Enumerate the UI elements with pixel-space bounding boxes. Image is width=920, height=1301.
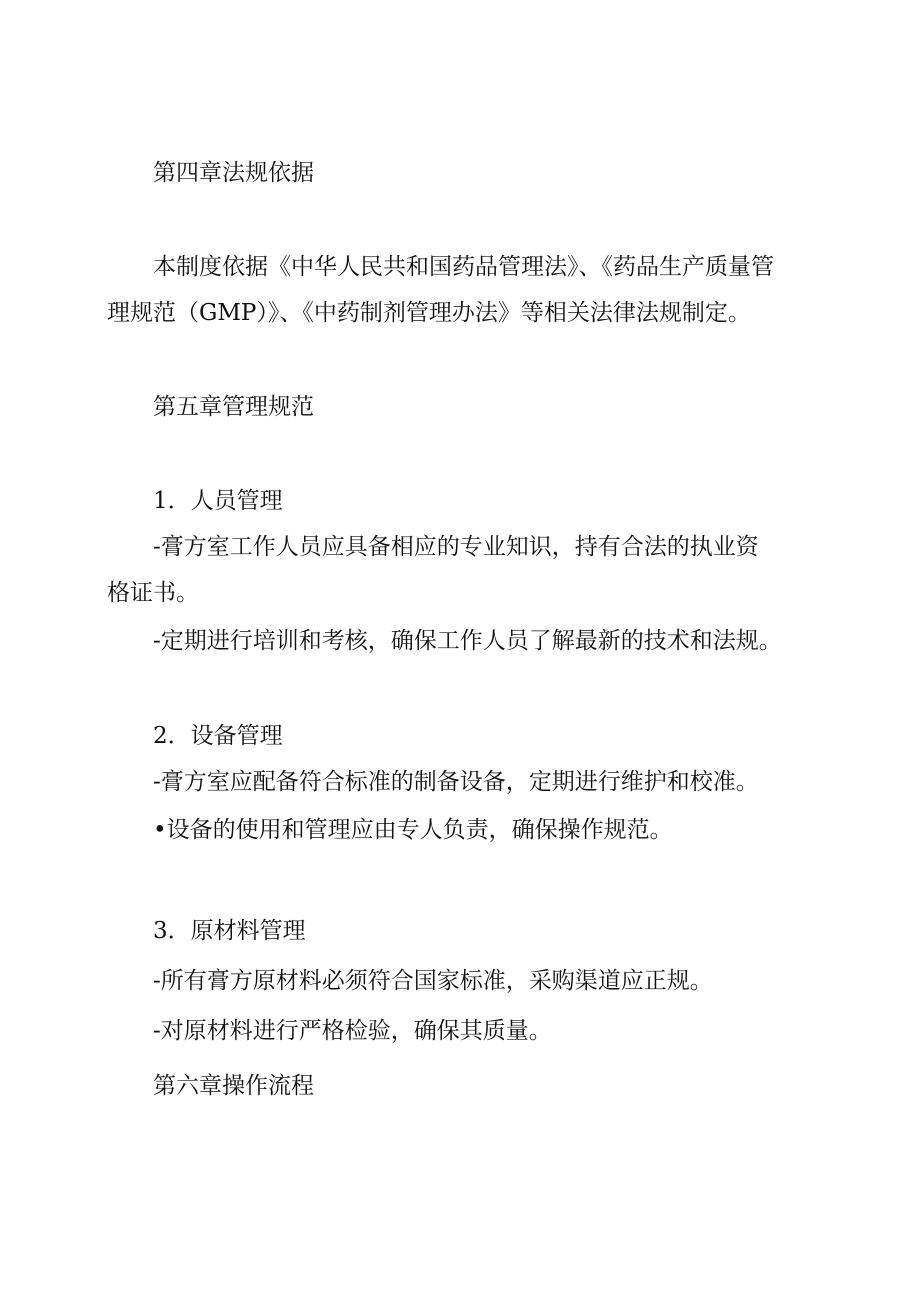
section-equipment-title: 2．设备管理 [153,723,283,749]
section-personnel-title: 1．人员管理 [153,488,283,514]
chapter-4-heading: 第四章法规依据 [153,160,314,186]
chapter-4-paragraph-line-2: 理规范（GMP）》、《中药制剂管理办法》等相关法律法规制定。 [107,300,751,326]
section-personnel-item-1: -膏方室工作人员应具备相应的专业知识，持有合法的执业资 [153,534,759,560]
section-materials-item-2: -对原材料进行严格检验，确保其质量。 [153,1018,552,1044]
section-materials-item-1: -所有膏方原材料必须符合国家标准，采购渠道应正规。 [153,968,713,994]
chapter-5-heading: 第五章管理规范 [153,394,314,420]
chapter-4-paragraph-line-1: 本制度依据《中华人民共和国药品管理法》、《药品生产质量管 [153,254,774,280]
chapter-6-heading: 第六章操作流程 [153,1073,314,1099]
section-personnel-item-2: -定期进行培训和考核，确保工作人员了解最新的技术和法规。 [153,628,782,654]
section-equipment-item-1: -膏方室应配备符合标准的制备设备，定期进行维护和校准。 [153,769,759,795]
section-equipment-item-2: •设备的使用和管理应由专人负责，确保操作规范。 [153,817,673,843]
section-materials-title: 3．原材料管理 [153,918,306,944]
section-personnel-item-1-cont: 格证书。 [107,580,199,606]
